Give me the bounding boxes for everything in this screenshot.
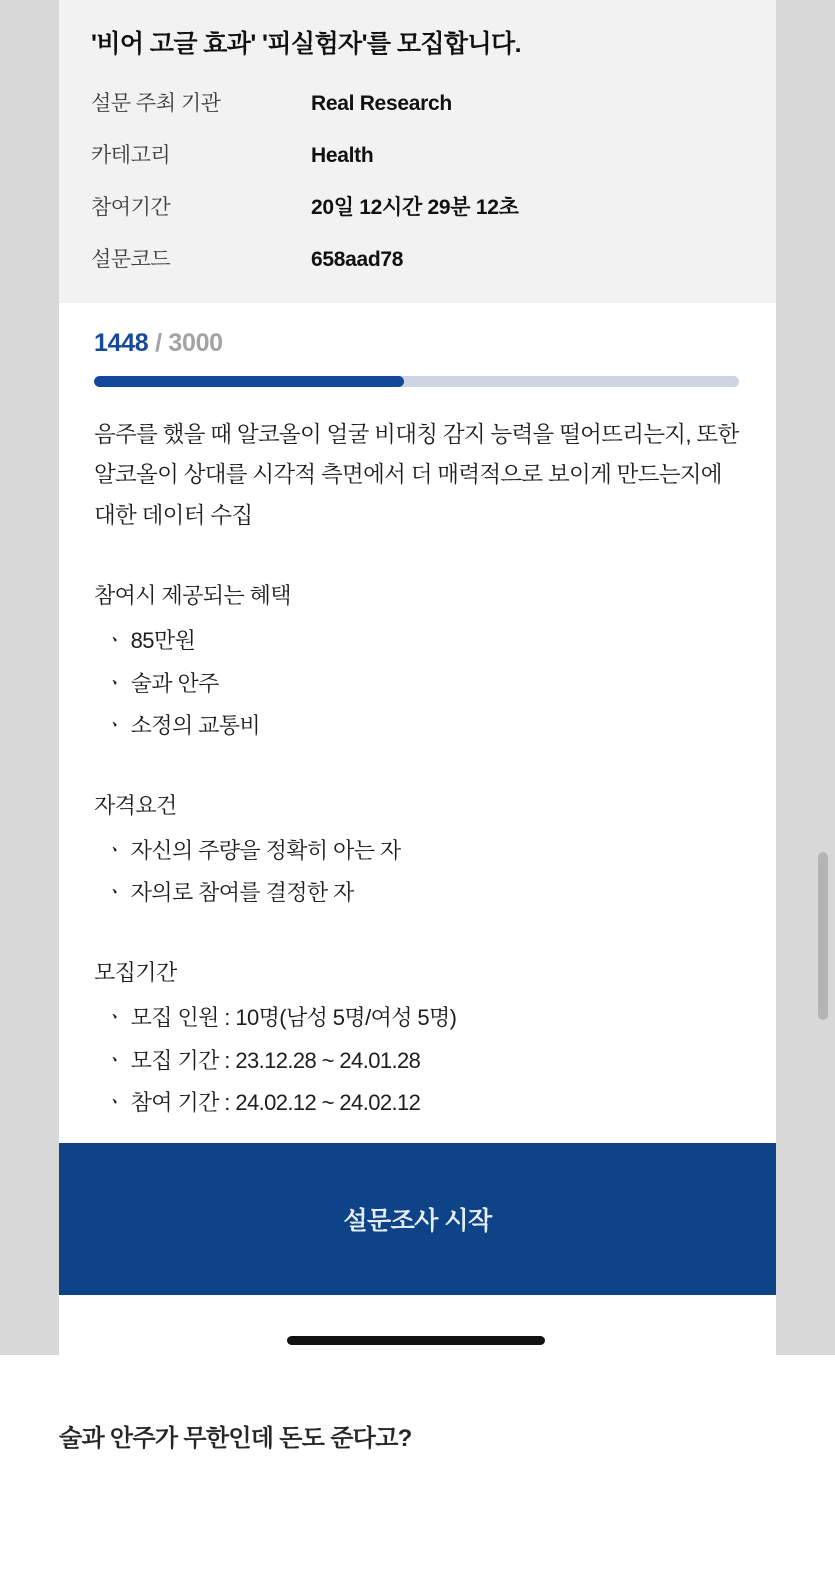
progress-bar-fill [94,376,404,387]
right-gutter [776,0,835,1355]
list-item [94,872,741,914]
left-gutter [0,0,59,1355]
list-item-label: 소정의 교통비 [130,712,261,738]
survey-info-panel [59,0,776,303]
home-indicator [287,1336,545,1345]
participant-count [94,329,741,358]
section-heading: 자격요건 [94,793,177,819]
meta-label: 참여기간 [91,195,171,219]
meta-value: 658aad78 [311,247,404,271]
participant-count-current: 1448 [94,328,149,357]
start-survey-button[interactable] [59,1143,776,1295]
section-benefits [94,579,741,747]
meta-label: 카테고리 [91,143,171,167]
list-item [94,1040,741,1082]
meta-row-category [91,139,744,169]
participant-count-total: 3000 [168,328,223,357]
meta-label: 설문코드 [91,247,171,271]
meta-row-code [91,243,744,273]
list-item [94,997,741,1039]
list-item-label: 참여 기간 : 24.02.12 ~ 24.02.12 [130,1089,421,1115]
content-clip-mask [59,1126,776,1144]
bullet-icon: ㆍ [104,838,125,864]
meta-row-organizer [91,87,744,117]
bullet-icon: ㆍ [104,1005,125,1031]
bullet-icon: ㆍ [104,712,125,738]
list-item-label: 자신의 주량을 정확히 아는 자 [130,838,401,864]
list-item [94,663,741,705]
section-heading: 모집기간 [94,960,177,986]
meta-value: Health [311,143,374,167]
bullet-icon: ㆍ [104,628,125,654]
section-heading: 참여시 제공되는 혜택 [94,583,291,609]
page-title: '비어 고글 효과' '피실험자'를 모집합니다. [91,30,521,58]
survey-description: 음주를 했을 때 알코올이 얼굴 비대칭 감지 능력을 떨어뜨리는지, 또한 알코올이 상대를 시각적 측면에서 더 매력적으로 보이게 만드는지에 대한 데이터 수집 [94,421,739,529]
list-item [94,620,741,662]
list-item-label: 술과 안주 [130,670,219,696]
bullet-icon: ㆍ [104,1089,125,1115]
list-item-clipped [94,1082,741,1124]
list-item [94,830,741,872]
list-item-label: 85만원 [130,628,196,654]
section-recruitment [94,956,741,1124]
meta-value: Real Research [311,91,452,115]
scrollbar[interactable] [818,852,828,1020]
section-requirements [94,789,741,914]
list-item-label: 자의로 참여를 결정한 자 [130,880,354,906]
bullet-icon: ㆍ [104,880,125,906]
participation-progress [59,303,776,387]
meta-label: 설문 주최 기관 [91,91,221,115]
list-item-label: 모집 인원 : 10명(남성 5명/여성 5명) [130,1005,457,1031]
progress-bar-track [94,376,739,387]
list-item-label: 모집 기간 : 23.12.28 ~ 24.01.28 [130,1047,421,1073]
start-survey-label: 설문조사 시작 [343,1207,492,1235]
survey-card [59,0,776,1124]
bullet-icon: ㆍ [104,1047,125,1073]
post-caption: 술과 안주가 무한인데 돈도 준다고? [59,1425,412,1452]
list-item [94,705,741,747]
participant-count-separator: / [148,328,169,357]
bullet-icon: ㆍ [104,670,125,696]
meta-row-duration [91,191,744,221]
meta-value: 20일 12시간 29분 12초 [311,195,519,219]
survey-body [59,387,776,1125]
